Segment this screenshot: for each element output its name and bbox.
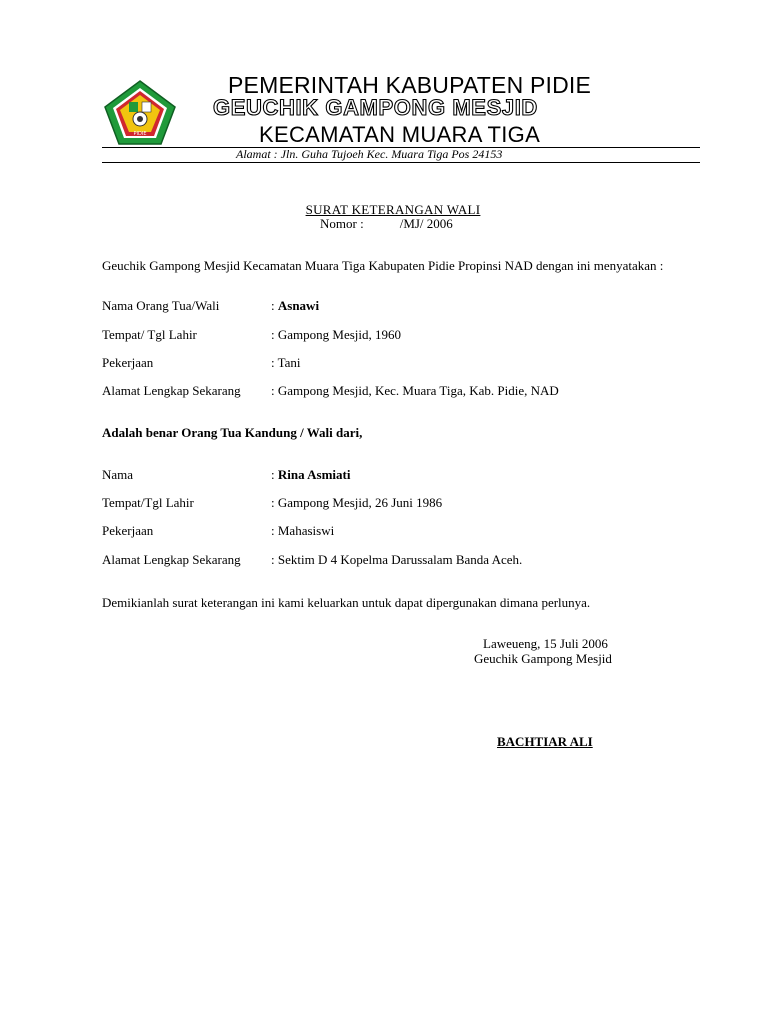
pidie-logo (104, 80, 176, 146)
field-colon: : (271, 298, 278, 313)
letter-title: SURAT KETERANGAN WALI (305, 202, 481, 217)
field-colon: : (271, 467, 278, 482)
child-address-row (102, 552, 522, 568)
field-label: Alamat Lengkap Sekarang (102, 383, 241, 398)
parent-name: Asnawi (277, 298, 320, 313)
header-rule-bottom (102, 162, 700, 163)
field-value: : Gampong Mesjid, Kec. Muara Tiga, Kab. Pidie, NAD (271, 383, 559, 398)
field-value: : Tani (271, 355, 301, 370)
field-label: Nama Orang Tua/Wali (102, 298, 220, 313)
parent-name-row (102, 298, 319, 314)
field-label: Pekerjaan (102, 523, 154, 538)
signer-title: Geuchik Gampong Mesjid (474, 651, 612, 666)
field-label: Nama (102, 467, 134, 482)
intro-paragraph: Geuchik Gampong Mesjid Kecamatan Muara Tiga Kabupaten Pidie Propinsi NAD dengan ini menyatakan : (102, 258, 664, 273)
nomor-value: /MJ/ 2006 (399, 216, 453, 231)
header-line1: PEMERINTAH KABUPATEN PIDIE (228, 72, 592, 98)
header-line3: KECAMATAN MUARA TIGA (259, 122, 541, 147)
parent-address-row (102, 383, 559, 399)
field-value: : Sektim D 4 Kopelma Darussalam Banda Aceh. (271, 552, 523, 567)
parent-job-row (102, 355, 301, 371)
child-name-row (102, 467, 350, 483)
logo-label: PIDIE (133, 131, 147, 137)
field-label: Alamat Lengkap Sekarang (102, 552, 241, 567)
signer-name: BACHTIAR ALI (497, 734, 593, 749)
header-address: Alamat : Jln. Guha Tujoeh Kec. Muara Tiga Pos 24153 (236, 147, 503, 161)
field-value: : Mahasiswi (271, 523, 335, 538)
field-value: : Gampong Mesjid, 1960 (271, 327, 401, 342)
field-label: Tempat/Tgl Lahir (102, 495, 194, 510)
letter-number (320, 216, 453, 232)
place-date: Laweueng, 15 Juli 2006 (483, 636, 608, 651)
closing-paragraph: Demikianlah surat keterangan ini kami keluarkan untuk dapat dipergunakan dimana perlunya. (102, 595, 591, 610)
child-job-row (102, 523, 334, 539)
field-value: : Gampong Mesjid, 26 Juni 1986 (271, 495, 443, 510)
signature-block (474, 636, 612, 666)
field-label: Tempat/ Tgl Lahir (102, 327, 197, 342)
header-line2: GEUCHIK GAMPONG MESJID (213, 95, 538, 120)
field-label: Pekerjaan (102, 355, 154, 370)
nomor-label: Nomor : (320, 216, 364, 231)
child-name: Rina Asmiati (277, 467, 351, 482)
parent-birth-row (102, 327, 401, 343)
child-birth-row (102, 495, 442, 511)
statement: Adalah benar Orang Tua Kandung / Wali dari, (102, 425, 363, 440)
